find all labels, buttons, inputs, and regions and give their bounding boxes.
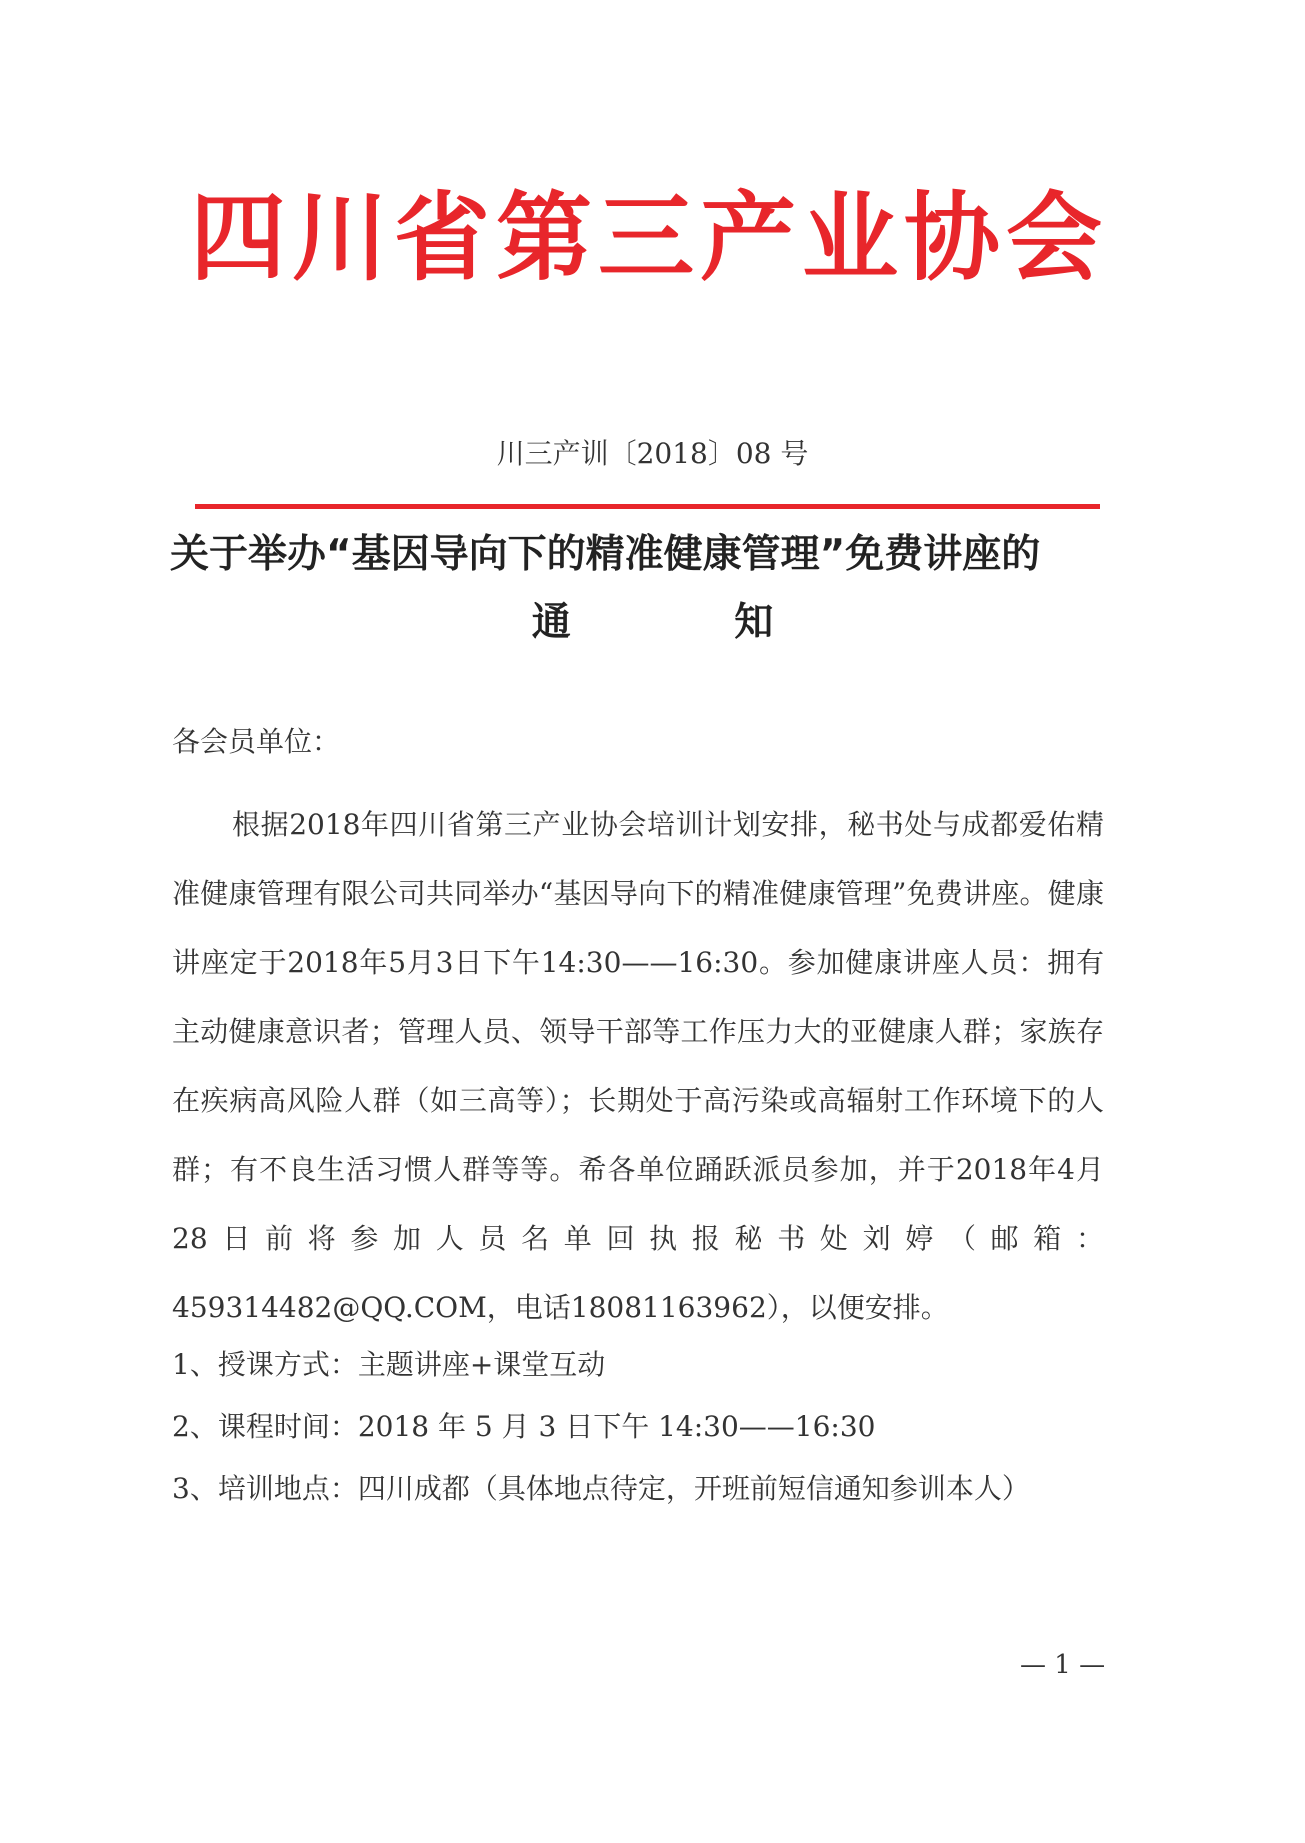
notice-title-line-2: 通 知 xyxy=(531,600,774,645)
notice-title-line-1: 关于举办“基因导向下的精准健康管理”免费讲座的 xyxy=(170,532,1041,577)
salutation: 各会员单位： xyxy=(172,725,341,758)
red-divider-line xyxy=(195,504,1100,509)
list-item-training-location: 3、培训地点：四川成都（具体地点待定，开班前短信通知参训本人） xyxy=(172,1472,1030,1505)
body-paragraph: 根据2018年四川省第三产业协会培训计划安排，秘书处与成都爱佑精准健康管理有限公司共同举办“基因导向下的精准健康管理”免费讲座。健康讲座定于2018年5月3日下午14:30——16:30。参加健康讲座人员：拥有主动健康意识者；管理人员、领导干部等工作压力大的亚健康人群；家族存在疾病高风险人群（如三高等）；长期处于高污染或高辐射工作环境下的人群；有不良生活习惯人群等等。希各单位踊跃派员参加，并于2018年4月28日前将参加人员名单回执报秘书处刘婷（邮箱：459314482@QQ.COM，电话18081163962），以便安排。 xyxy=(172,808,1104,1324)
list-item-teaching-method: 1、授课方式：主题讲座+课堂互动 xyxy=(172,1348,606,1381)
letterhead-org-name: 四川省第三产业协会 xyxy=(190,182,1108,294)
document-number: 川三产训〔2018〕08 号 xyxy=(496,437,809,470)
page-number: — 1 — xyxy=(1020,1650,1106,1680)
list-item-course-time: 2、课程时间：2018 年 5 月 3 日下午 14:30——16:30 xyxy=(172,1410,876,1443)
